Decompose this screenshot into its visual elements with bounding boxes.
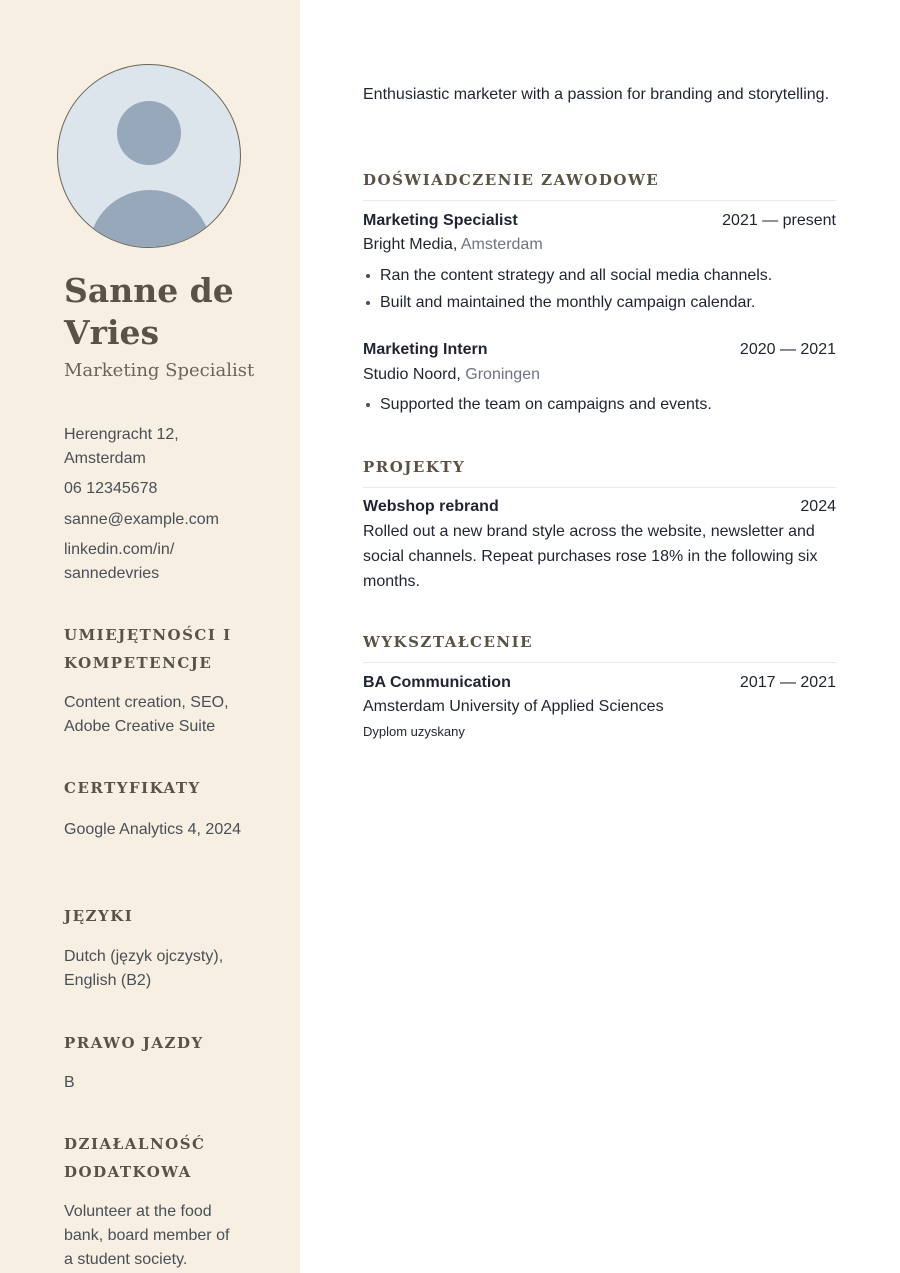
activities-heading: DZIAŁALNOŚĆ DODATKOWA xyxy=(64,1135,206,1181)
contact-linkedin[interactable]: linkedin.com/in/ sannedevries xyxy=(64,541,175,582)
project-description: Rolled out a new brand style across the website, newsletter and social channels. Repeat purchases rose 18% in the following six months. xyxy=(363,523,818,590)
job-company-line: Studio Noord, Groningen xyxy=(363,366,540,383)
project-title: Webshop rebrand xyxy=(363,498,499,515)
education-note: Dyplom uzyskany xyxy=(363,724,465,739)
contact-phone: 06 12345678 xyxy=(64,480,158,497)
sidebar xyxy=(0,0,300,1273)
job-bullets xyxy=(363,262,836,316)
education-school: Amsterdam University of Applied Sciences xyxy=(363,698,664,715)
avatar-head-shape xyxy=(117,101,181,165)
contact-email[interactable]: sanne@example.com xyxy=(64,511,219,528)
contact-address: Herengracht 12, Amsterdam xyxy=(64,426,179,467)
languages-text: Dutch (język ojczysty), English (B2) xyxy=(64,948,224,989)
job-location: Groningen xyxy=(465,366,540,383)
project-header xyxy=(363,495,836,519)
avatar-body-shape xyxy=(89,190,211,248)
education-heading: WYKSZTAŁCENIE xyxy=(363,632,836,663)
job-bullets xyxy=(363,391,836,418)
license-heading: PRAWO JAZDY xyxy=(64,1034,204,1052)
list-item: Built and maintained the monthly campaign calendar. xyxy=(363,289,836,316)
candidate-name: Sanne de Vries xyxy=(64,271,234,352)
candidate-role: Marketing Specialist xyxy=(64,360,255,381)
project-year: 2024 xyxy=(800,498,836,515)
skills-heading: UMIEJĘTNOŚCI I KOMPETENCJE xyxy=(64,626,232,672)
job-dates: 2021 — present xyxy=(722,212,836,229)
skills-text: Content creation, SEO, Adobe Creative Suite xyxy=(64,694,229,735)
list-item: Ran the content strategy and all social media channels. xyxy=(363,262,836,289)
education-degree: BA Communication xyxy=(363,674,511,691)
job-company: Studio Noord xyxy=(363,366,457,383)
summary: Enthusiastic marketer with a passion for branding and storytelling. xyxy=(363,86,830,103)
list-item: Supported the team on campaigns and events. xyxy=(363,391,836,418)
education-dates: 2017 — 2021 xyxy=(739,674,836,691)
job-title: Marketing Specialist xyxy=(363,212,518,229)
projects-heading: PROJEKTY xyxy=(363,457,836,488)
job-company: Bright Media xyxy=(363,236,453,253)
job-dates: 2020 — 2021 xyxy=(739,341,836,358)
languages-heading: JĘZYKI xyxy=(64,907,134,925)
job-header xyxy=(363,338,836,362)
job-location: Amsterdam xyxy=(460,236,543,253)
job-title: Marketing Intern xyxy=(363,341,488,358)
activities-text: Volunteer at the food bank, board member of a student society. xyxy=(64,1203,230,1268)
education-header xyxy=(363,671,836,695)
avatar-placeholder-icon xyxy=(57,64,241,248)
certificates-heading: CERTYFIKATY xyxy=(64,779,201,797)
experience-heading: DOŚWIADCZENIE ZAWODOWE xyxy=(363,170,836,201)
job-header xyxy=(363,209,836,233)
certificates-text: Google Analytics 4, 2024 xyxy=(64,821,242,838)
job-company-line: Bright Media, Amsterdam xyxy=(363,236,543,253)
license-text: B xyxy=(64,1074,75,1091)
